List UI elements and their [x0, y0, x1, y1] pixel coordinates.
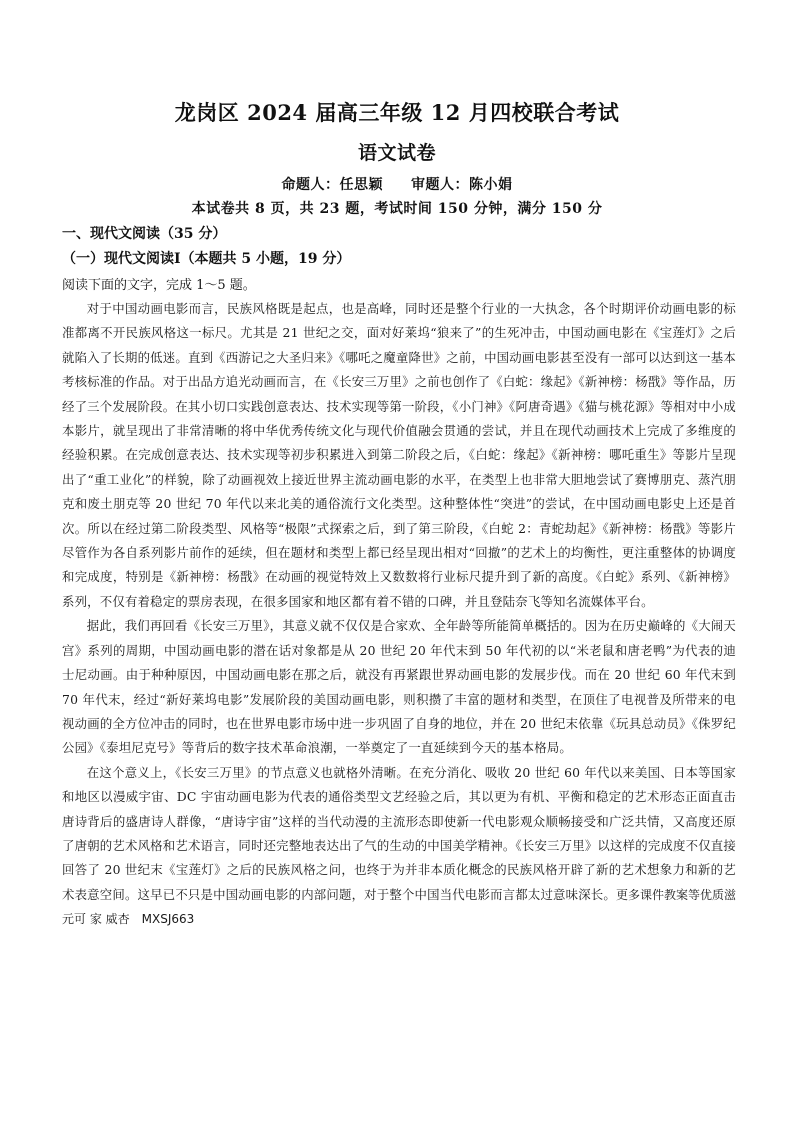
- passage-paragraph-3: [62, 761, 736, 932]
- question-reviewer: 审题人：陈小娟: [411, 177, 513, 193]
- exam-title: 龙岗区 2024 届高三年级 12 月四校联合考试: [174, 100, 620, 125]
- question-setter: 命题人：任思颖: [281, 177, 383, 193]
- author-line: [0, 174, 794, 194]
- subsection-heading: （一）现代文阅读Ⅰ（本题共 5 小题，19 分）: [62, 251, 351, 267]
- passage-paragraph-1: 对于中国动画电影而言，民族风格既是起点，也是高峰，同时还是整个行业的一大执念，各个时期评价动画电影的标准都离不开民族风格这一标尺。尤其是 21 世纪之交，面对好莱坞“狼来了”的生死冲击，中国动画电影在《宝莲灯》之后就陷入了长期的低迷。直到《西游记之大圣归来》《哪吒之魔童降世》之前，中国动画电影甚至没有一部可以达到这一基本考核标准的作品。对于出品方追光动画而言，在《长安三万里》之前也创作了《白蛇：缘起》《新神榜：杨戬》等作品，历经了三个发展阶段。在其小切口实践创意表达、技术实现等第一阶段，《小门神》《阿唐奇遇》《猫与桃花源》等相对中小成本影片，就呈现出了非常清晰的将中华优秀传统文化与现代价值融会贯通的尝试，并且在现代动画技术上完成了多维度的经验积累。在完成创意表达、技术实现等初步积累进入到第二阶段之后，《白蛇：缘起》《新神榜：哪吒重生》等影片呈现出了“重工业化”的样貌，除了动画视效上接近世界主流动画电影的水平，在类型上也非常大胆地尝试了赛博朋克、蒸汽朋克和废土朋克等 20 世纪 70 年代以来北美的通俗流行文化类型。这种整体性“突进”的尝试，在中国动画电影史上还是首次。所以在经过第二阶段类型、风格等“极限”式探索之后，到了第三阶段，《白蛇 2：青蛇劫起》《新神榜：杨戬》等影片尽管作为各自系列影片前作的延续，但在题材和类型上都已经呈现出相对“回撤”的艺术上的均衡性，更注重整体的协调度和完成度，特别是《新神榜：杨戬》在动画的视觉特效上又数数将行业标尺提升到了新的高度。《白蛇》系列、《新神榜》系列，不仅有着稳定的票房表现，在很多国家和地区都有着不错的口碑，并且登陆奈飞等知名流媒体平台。: [62, 301, 736, 609]
- reading-passage: [62, 297, 736, 932]
- passage-paragraph-3-text: 在这个意义上，《长安三万里》的节点意义也就格外清晰。在充分消化、吸收 20 世纪 60 年代以来美国、日本等国家和地区以漫威宇宙、DC 宇宙动画电影为代表的通俗类型文艺经验之后，其以更为有机、平衡和稳定的艺术形态正面直击唐诗背后的盛唐诗人群像，“唐诗宇宙”这样的当代动漫的主流形态即使新一代电影观众顺畅接受和广泛共情，又高度还原了唐朝的艺术风格和艺术语言，同时还完整地表达出了气的生动的中国美学精神。《长安三万里》以这样的完成度不仅直接回答了 20 世纪末《宝莲灯》之后的民族风格之问，也终于为并非本质化概念的民族风格开辟了新的艺术想象力和新的艺术表意空间。这早已不只是中国动画电影的内部问题，对于整个中国当代电影而言都太过意味深长。: [62, 764, 736, 902]
- section-heading: 一、现代文阅读（35 分）: [62, 226, 227, 242]
- paper-subtitle: 语文试卷: [357, 142, 436, 164]
- reading-instruction: 阅读下面的文字，完成 1～5 题。: [62, 278, 256, 293]
- watermark-note: 更多课件教案等优质滋元可 家 威杏 MXSJ663: [62, 887, 737, 927]
- exam-info: 本试卷共 8 页，共 23 题，考试时间 150 分钟，满分 150 分: [191, 201, 603, 217]
- passage-paragraph-2: 据此，我们再回看《长安三万里》，其意义就不仅仅是合家欢、全年龄等所能简单概括的。因为在历史巅峰的《大闹天宫》系列的周期，中国动画电影的潜在话对象都是从 20 世纪 20 年代末到 50 年代初的以“米老鼠和唐老鸭”为代表的迪士尼动画。由于种种原因，中国动画电影在那之后，就没有再紧跟世界动画电影的发展步伐。而在 20 世纪 60 年代末到 70 年代末，经过“新好莱坞电影”发展阶段的美国动画电影，则积攒了丰富的题材和类型，在顶住了电视普及所带来的电视动画的全方位冲击的同时，也在世界电影市场中进一步巩固了自身的地位，并在 20 世纪末依靠《玩具总动员》《侏罗纪公园》《泰坦尼克号》等背后的数字技术革命浪潮，一举奠定了一直延续到今天的基本格局。: [62, 618, 736, 756]
